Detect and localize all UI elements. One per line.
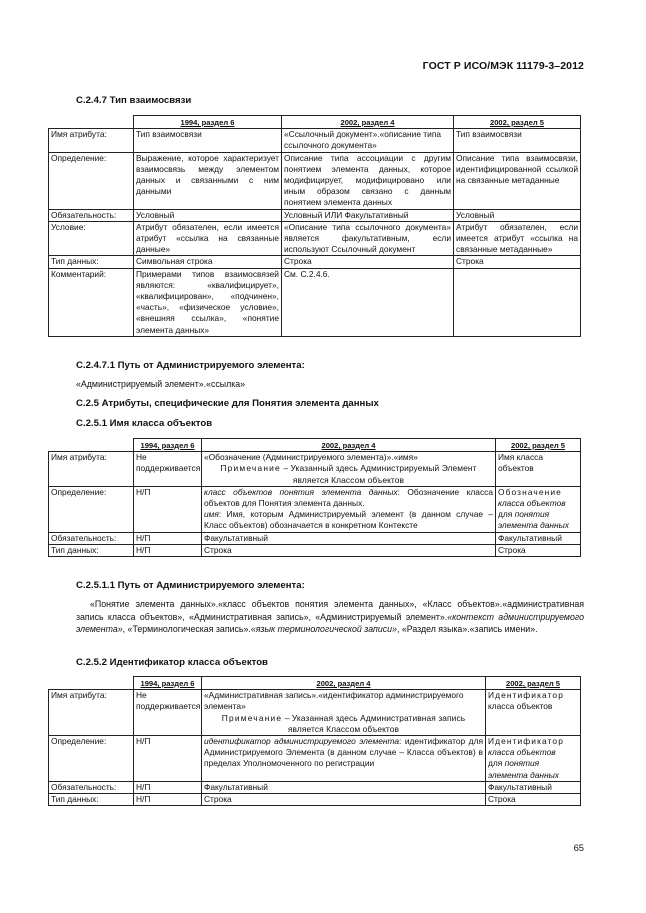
row-label: Обязательность: bbox=[49, 532, 134, 544]
cell-text: «Обозначение (Администрируемого элемента)».«имя» bbox=[204, 452, 418, 463]
cell-2002-5: Обозначение класса объектов для понятия элемента данных bbox=[496, 486, 581, 532]
row-label: Тип данных: bbox=[49, 256, 134, 268]
cell-2002-5: Факультативный bbox=[496, 532, 581, 544]
row-label: Имя атрибута: bbox=[49, 452, 134, 487]
section-heading-2-5-2: C.2.5.2 Идентификатор класса объектов bbox=[76, 657, 268, 668]
cell-2002-5: Условный bbox=[454, 209, 581, 221]
object-class-name-table bbox=[48, 438, 581, 557]
cell-text: «Административная запись».«идентификатор администрируемого элемента» bbox=[204, 690, 464, 712]
table-row bbox=[49, 486, 581, 532]
row-label: Тип данных: bbox=[49, 544, 134, 556]
cell-1994: Выражение, которое характеризует взаимосвязь между элементом данных и связанными с ним данными bbox=[134, 152, 282, 209]
table-row bbox=[49, 256, 581, 268]
row-label: Имя атрибута: bbox=[49, 129, 134, 152]
cell-2002-5: Описание типа взаимосвязи, идентифицированной ссылкой на связанные метаданные bbox=[454, 152, 581, 209]
document-standard-id: ГОСТ Р ИСО/МЭК 11179-3–2012 bbox=[422, 60, 584, 72]
cell-1994: Условный bbox=[134, 209, 282, 221]
section-heading-2-5-1-1: C.2.5.1.1 Путь от Администрируемого элемента: bbox=[76, 580, 305, 591]
table-row bbox=[49, 129, 581, 152]
cell-2002-4: Факультативный bbox=[202, 781, 486, 793]
column-header-2002-5: 2002, раздел 5 bbox=[486, 677, 581, 690]
object-class-identifier-table bbox=[48, 676, 581, 806]
table-row bbox=[49, 452, 581, 487]
row-label: Обязательность: bbox=[49, 781, 134, 793]
cell-1994: Н/П bbox=[134, 532, 202, 544]
column-header-1994: 1994, раздел 6 bbox=[134, 677, 202, 690]
cell-1994: Н/П bbox=[134, 794, 202, 806]
table-row bbox=[49, 736, 581, 782]
cell-2002-5: Атрибут обязателен, если имеется атрибут «ссылка на связанные метаданные» bbox=[454, 221, 581, 256]
section-heading-2-4-7: C.2.4.7 Тип взаимосвязи bbox=[76, 95, 192, 106]
row-label: Обязательность: bbox=[49, 209, 134, 221]
cell-1994: Н/П bbox=[134, 544, 202, 556]
cell-2002-4: «Описание типа ссылочного документа» является факультативным, если используют Ссылочный документ bbox=[282, 221, 454, 256]
note-text: Примечание – Указанный здесь Администрируемый Элемент является Классом объектов bbox=[220, 463, 477, 485]
table-row bbox=[49, 544, 581, 556]
table-row bbox=[49, 209, 581, 221]
cell-1994: Тип взаимосвязи bbox=[134, 129, 282, 152]
column-header-1994: 1994, раздел 6 bbox=[134, 116, 282, 129]
section-heading-2-5: C.2.5 Атрибуты, специфические для Понятия элемента данных bbox=[76, 398, 379, 409]
cell-2002-4: См. С.2.4.6. bbox=[282, 268, 454, 336]
cell-1994: Примерами типов взаимосвязей являются: «квалифицирует», «квалифицирован», «подчинен», «часть», «физическое условие», «внешняя ссылка», «понятие элемента данных» bbox=[134, 268, 282, 336]
row-label: Определение: bbox=[49, 152, 134, 209]
cell-2002-4: Строка bbox=[202, 794, 486, 806]
cell-2002-4: «Ссылочный документ».«описание типа ссылочного документа» bbox=[282, 129, 454, 152]
table-row bbox=[49, 152, 581, 209]
path-text-2-4-7-1: «Администрируемый элемент».«ссылка» bbox=[76, 379, 246, 389]
table-row bbox=[49, 221, 581, 256]
header-blank-cell bbox=[49, 677, 134, 690]
cell-1994: Н/П bbox=[134, 486, 202, 532]
column-header-2002-4: 2002, раздел 4 bbox=[202, 677, 486, 690]
header-blank-cell bbox=[49, 116, 134, 129]
cell-1994: Не поддерживается bbox=[134, 690, 202, 736]
cell-2002-5: Имя класса объектов bbox=[496, 452, 581, 487]
cell-2002-5 bbox=[454, 268, 581, 336]
section-heading-2-4-7-1: C.2.4.7.1 Путь от Администрируемого элемента: bbox=[76, 360, 305, 371]
header-blank-cell bbox=[49, 439, 134, 452]
cell-2002-4: Строка bbox=[202, 544, 496, 556]
cell-1994: Символьная строка bbox=[134, 256, 282, 268]
table-row bbox=[49, 268, 581, 336]
cell-2002-5: Строка bbox=[486, 794, 581, 806]
note-text: Примечание – Указанная здесь Административная запись является Классом объектов bbox=[221, 712, 466, 734]
section-heading-2-5-1: C.2.5.1 Имя класса объектов bbox=[76, 418, 213, 429]
cell-2002-4 bbox=[202, 452, 496, 487]
cell-2002-5: Тип взаимосвязи bbox=[454, 129, 581, 152]
cell-1994: Н/П bbox=[134, 736, 202, 782]
column-header-2002-4: 2002, раздел 4 bbox=[202, 439, 496, 452]
path-text-2-5-1-1: «Понятие элемента данных».«класс объектов понятия элемента данных», «Класс объектов».«административная запись класса объектов», «Административная запись», «Администрируемый элемент».«контекст администрируемого элемента», «Терминологическая запись».«язык терминологической записи», «Раздел языка».«запись имени». bbox=[76, 599, 584, 635]
relationship-type-table bbox=[48, 115, 581, 337]
row-label: Комментарий: bbox=[49, 268, 134, 336]
table-row bbox=[49, 690, 581, 736]
cell-1994: Атрибут обязателен, если имеется атрибут «ссылка на связанные данные» bbox=[134, 221, 282, 256]
column-header-2002-5: 2002, раздел 5 bbox=[496, 439, 581, 452]
cell-2002-5: Идентификатор класса объектов для понятия элемента данных bbox=[486, 736, 581, 782]
column-header-1994: 1994, раздел 6 bbox=[134, 439, 202, 452]
cell-2002-4: Факультативный bbox=[202, 532, 496, 544]
table-row bbox=[49, 794, 581, 806]
cell-2002-4: Описание типа ассоциации с другим понятием элемента данных, которое модифицирует, модифицировано или иным образом связано с данным понятием элемента данных bbox=[282, 152, 454, 209]
cell-2002-5: Идентификатор класса объектов bbox=[486, 690, 581, 736]
cell-2002-5: Строка bbox=[454, 256, 581, 268]
cell-1994: Не поддерживается bbox=[134, 452, 202, 487]
cell-2002-4: Условный ИЛИ Факультативный bbox=[282, 209, 454, 221]
column-header-2002-5: 2002, раздел 5 bbox=[454, 116, 581, 129]
cell-2002-5: Факультативный bbox=[486, 781, 581, 793]
cell-2002-4: класс объектов понятия элемента данных: Обозначение класса объектов для Понятия элемента данных. имя: Имя, которым Администрируемый элемент (в данном случае – Класс объектов) обозначается в конкретном Контексте bbox=[202, 486, 496, 532]
table-row bbox=[49, 781, 581, 793]
page-number: 65 bbox=[573, 842, 584, 853]
cell-1994: Н/П bbox=[134, 781, 202, 793]
row-label: Тип данных: bbox=[49, 794, 134, 806]
row-label: Определение: bbox=[49, 736, 134, 782]
cell-2002-4: Строка bbox=[282, 256, 454, 268]
row-label: Условие: bbox=[49, 221, 134, 256]
cell-2002-4 bbox=[202, 690, 486, 736]
table-row bbox=[49, 532, 581, 544]
row-label: Имя атрибута: bbox=[49, 690, 134, 736]
column-header-2002-4: 2002, раздел 4 bbox=[282, 116, 454, 129]
row-label: Определение: bbox=[49, 486, 134, 532]
cell-2002-5: Строка bbox=[496, 544, 581, 556]
cell-2002-4: идентификатор администрируемого элемента: идентификатор для Администрируемого Элемента (в данном случае – Класса объектов) в пределах Уполномоченного по регистрации bbox=[202, 736, 486, 782]
